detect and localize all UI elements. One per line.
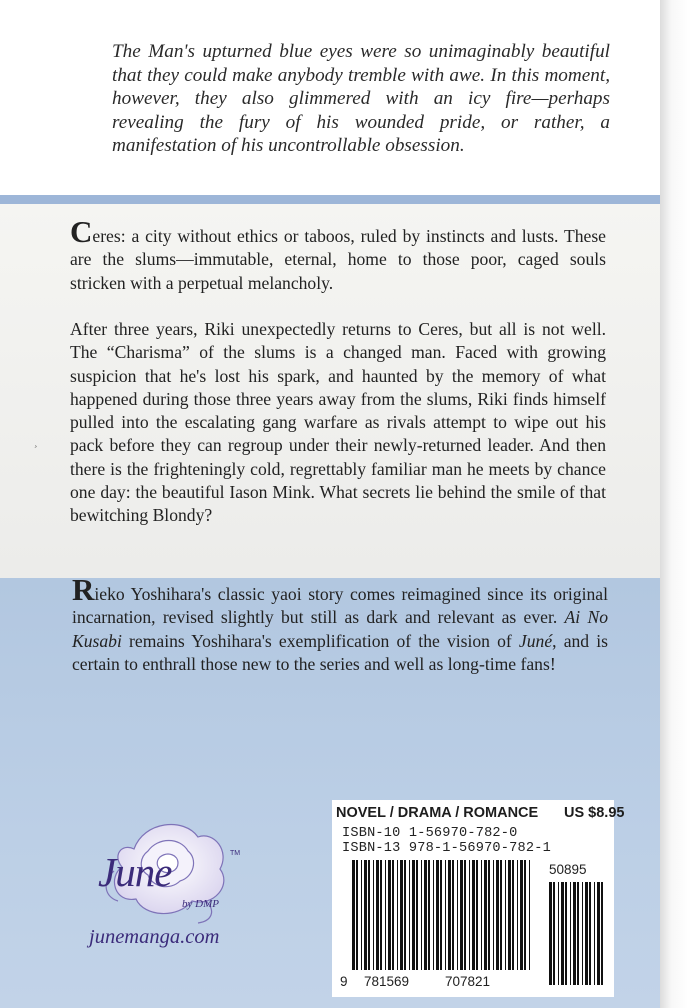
- genre-term: Juné: [518, 630, 553, 651]
- series-title: Ai No Kusabi: [72, 607, 608, 651]
- page-edge: [660, 0, 688, 1008]
- website-url: junemanga.com: [89, 926, 220, 948]
- isbn-13: ISBN-13 978-1-56970-782-1: [342, 841, 551, 856]
- barcode-lead-digit: 9: [340, 974, 348, 989]
- publisher-imprint: by DMP: [182, 898, 219, 910]
- isbn-10: ISBN-10 1-56970-782-0: [342, 826, 518, 841]
- paragraph-text: , and is certain to enthrall those new to the series and well as long-time fans!: [72, 630, 608, 674]
- dropcap: C: [70, 214, 93, 249]
- paragraph-text: eres: a city without ethics or taboos, ruled by instincts and lusts. These are the slums—immutable, eternal, home to those poor, caged souls stricken with a perpetual melancholy.: [70, 226, 606, 293]
- price-label: US $8.95: [564, 805, 625, 821]
- barcode-left-digits: 781569: [364, 974, 410, 989]
- pull-quote: The Man's upturned blue eyes were so unimaginably beautiful that they could make anybody tremble with awe. In this moment, however, they also glimmered with an icy fire—perhaps revealing the fury of his wounded pride, or rather, a manifestation of his uncontrollable obsession.: [112, 41, 610, 156]
- dropcap: R: [72, 572, 95, 607]
- june-wordmark: June: [98, 849, 172, 895]
- genre-label: NOVEL / DRAMA / ROMANCE: [336, 805, 539, 821]
- price-code: 50895: [549, 862, 587, 877]
- stray-mark: ¸: [34, 437, 38, 448]
- synopsis-paragraph-2: After three years, Riki unexpectedly returns to Ceres, but all is not well. The “Charisma” of the slums is a changed man. Faced with growing suspicion that he's lost his spark, and haunted by the memory of what happened during those three years away from the slums, Riki finds himself pulled into the escalating gang warfare as rivals attempt to wipe out his pack before they can regroup under their newly-returned leader. And then there is the frighteningly cold, regrettably familiar man he meets by chance one day: the beautiful Iason Mink. What secrets lie behind the smile of that bewitching Blondy?: [70, 319, 606, 526]
- paragraph-text: remains Yoshihara's exemplification of the vision of: [121, 630, 519, 651]
- barcode-right-digits: 707821: [445, 974, 491, 989]
- trademark-mark: TM: [230, 850, 241, 857]
- paragraph-text: ieko Yoshihara's classic yaoi story comes reimagined since its original incarnation, revised slightly but still as dark and relevant as ever.: [72, 584, 608, 628]
